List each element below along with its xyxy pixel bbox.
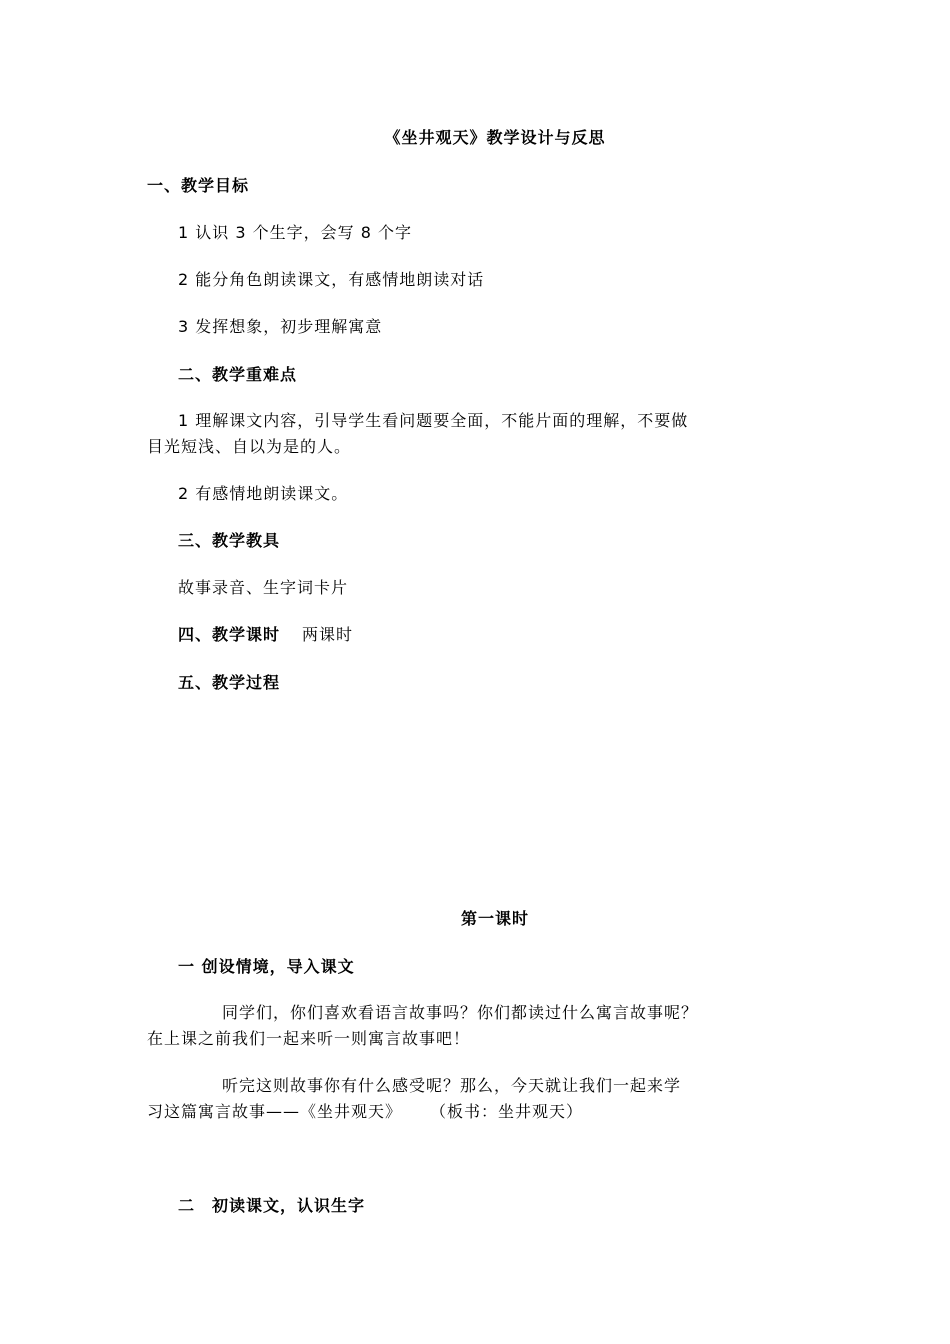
goal-item-3: 3 发挥想象，初步理解寓意 [178,317,383,336]
key-point-1-line-1: 1 理解课文内容，引导学生看问题要全面，不能片面的理解，不要做 [178,411,689,430]
section-heading-process: 五、教学过程 [178,673,281,692]
section-lesson-count [178,625,353,645]
lesson-count-value: 两课时 [302,625,354,644]
key-point-2: 2 有感情地朗读课文。 [178,484,349,503]
section-heading-goals: 一、教学目标 [147,176,250,195]
part-1-paragraph-2-line-1: 听完这则故事你有什么感受呢？那么，今天就让我们一起来学 [222,1076,682,1095]
section-heading-key-points: 二、教学重难点 [178,365,298,384]
part-2-heading: 二 初读课文，认识生字 [178,1196,366,1215]
part-1-paragraph-2-line-2 [147,1102,583,1122]
goal-item-1: 1 认识 3 个生字，会写 8 个字 [178,223,412,242]
part-1-paragraph-2-text: 习这篇寓言故事——《坐井观天》 [147,1102,403,1121]
goal-item-2: 2 能分角色朗读课文，有感情地朗读对话 [178,270,485,289]
section-heading-materials: 三、教学教具 [178,531,281,550]
section-heading-lessons: 四、教学课时 [178,625,281,644]
part-1-paragraph-1-line-2: 在上课之前我们一起来听一则寓言故事吧！ [147,1029,471,1048]
lesson-1-heading: 第一课时 [460,909,529,928]
part-1-paragraph-1-line-1: 同学们，你们喜欢看语言故事吗？你们都读过什么寓言故事呢？ [222,1003,699,1022]
part-1-heading: 一 创设情境，导入课文 [178,957,355,976]
materials-text: 故事录音、生字词卡片 [178,578,349,597]
page-title: 《坐井观天》教学设计与反思 [384,128,606,147]
board-note: （板书：坐井观天） [430,1102,584,1121]
key-point-1-line-2: 目光短浅、自以为是的人。 [147,437,352,456]
